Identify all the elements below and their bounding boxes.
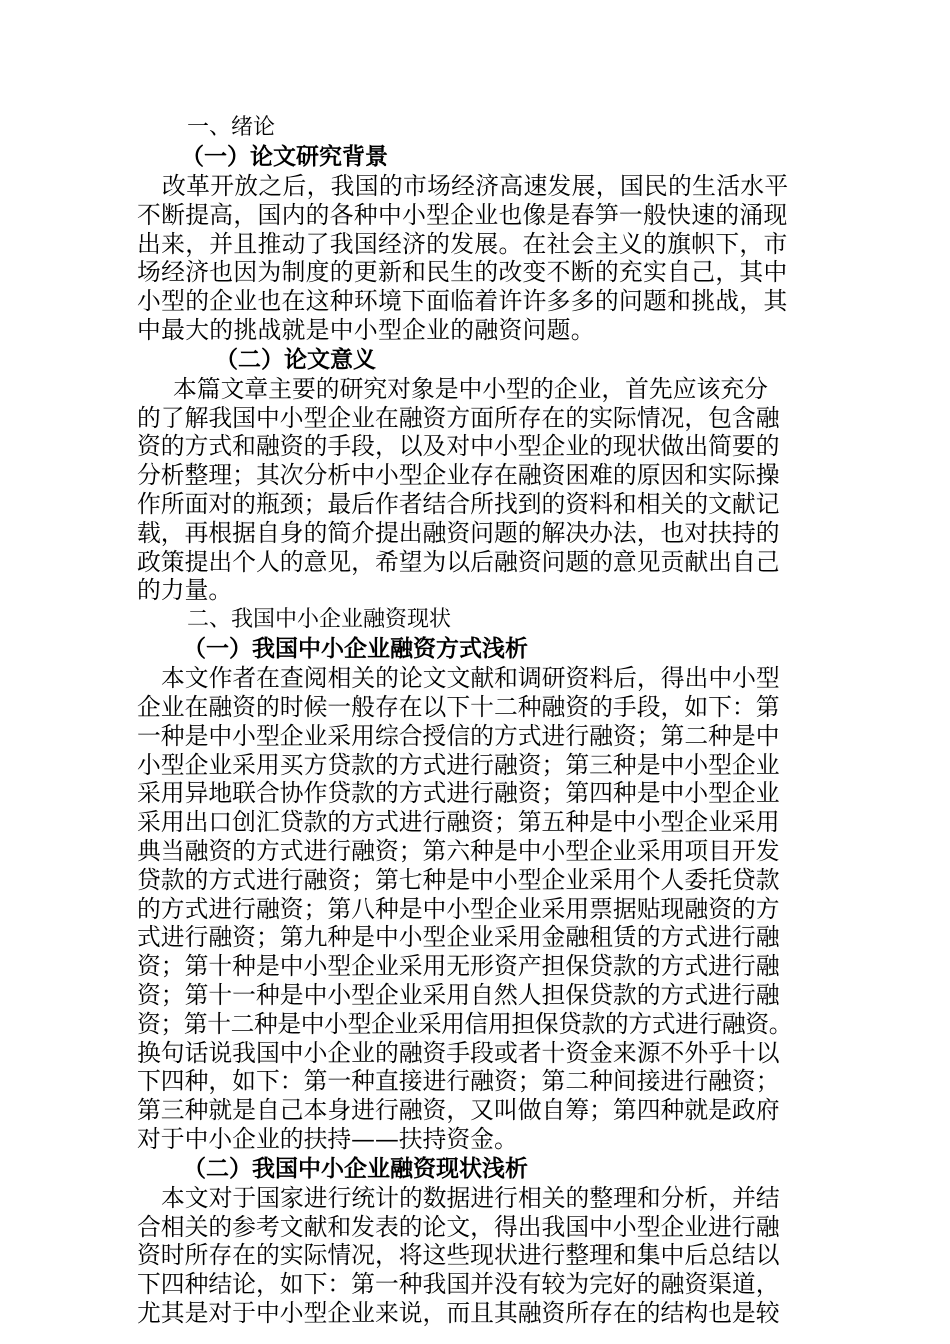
text-line: 本文作者在查阅相关的论文文献和调研资料后，得出中小型 bbox=[161, 664, 780, 693]
text-line: 企业在融资的时候一般存在以下十二种融资的手段，如下：第 bbox=[137, 692, 780, 721]
text-line: 的方式进行融资；第八种是中小型企业采用票据贴现融资的方 bbox=[137, 894, 780, 923]
text-line: 载，再根据自身的简介提出融资问题的解决办法，也对扶持的 bbox=[137, 518, 780, 547]
text-line: 资；第十种是中小型企业采用无形资产担保贷款的方式进行融 bbox=[137, 952, 780, 981]
text-line: 资的方式和融资的手段，以及对中小型企业的现状做出简要的 bbox=[137, 432, 780, 461]
text-line: 出来，并且推动了我国经济的发展。在社会主义的旗帜下，市 bbox=[137, 229, 788, 258]
text-line: 采用异地联合协作贷款的方式进行融资；第四种是中小型企业 bbox=[137, 779, 780, 808]
text-line: 典当融资的方式进行融资；第六种是中小型企业采用项目开发 bbox=[137, 836, 780, 865]
subsection-heading-significance: （二）论文意义 bbox=[215, 346, 376, 373]
text-line: 采用出口创汇贷款的方式进行融资；第五种是中小型企业采用 bbox=[137, 808, 780, 837]
paragraph-significance bbox=[137, 375, 837, 605]
text-line: 小型企业采用买方贷款的方式进行融资；第三种是中小型企业 bbox=[137, 750, 780, 779]
text-line: 不断提高，国内的各种中小型企业也像是春笋一般快速的涌现 bbox=[137, 200, 788, 229]
text-line: 式进行融资；第九种是中小型企业采用金融租赁的方式进行融 bbox=[137, 923, 780, 952]
section-heading-current-status: 二、我国中小企业融资现状 bbox=[187, 607, 452, 633]
text-line: 第三种就是自己本身进行融资，又叫做自筹；第四种就是政府 bbox=[137, 1096, 780, 1125]
text-line: 下四种，如下：第一种直接进行融资；第二种间接进行融资； bbox=[137, 1067, 780, 1096]
paragraph-financing-methods bbox=[137, 664, 837, 1154]
paragraph-background bbox=[137, 172, 837, 345]
text-line: 的力量。 bbox=[137, 576, 233, 605]
text-line: 贷款的方式进行融资；第七种是中小型企业采用个人委托贷款 bbox=[137, 865, 780, 894]
text-line: 的了解我国中小型企业在融资方面所存在的实际情况，包含融 bbox=[137, 403, 780, 432]
text-line: 改革开放之后，我国的市场经济高速发展，国民的生活水平 bbox=[162, 172, 789, 200]
paragraph-financing-status bbox=[137, 1184, 837, 1328]
text-line: 一种是中小型企业采用综合授信的方式进行融资；第二种是中 bbox=[137, 721, 780, 750]
text-line: 资时所存在的实际情况，将这些现状进行整理和集中后总结以 bbox=[137, 1241, 780, 1270]
text-line: 作所面对的瓶颈；最后作者结合所找到的资料和相关的文献记 bbox=[137, 489, 780, 518]
text-line: 中最大的挑战就是中小型企业的融资问题。 bbox=[137, 315, 595, 344]
document-body bbox=[137, 113, 837, 1328]
text-line: 换句话说我国中小企业的融资手段或者十资金来源不外乎十以 bbox=[137, 1038, 780, 1067]
text-line: 资；第十二种是中小型企业采用信用担保贷款的方式进行融资。 bbox=[137, 1009, 793, 1038]
text-line: 尤其是对于中小型企业来说，而且其融资所存在的结构也是较 bbox=[137, 1298, 780, 1327]
text-line: 对于中小企业的扶持——扶持资金。 bbox=[137, 1124, 518, 1153]
text-line: 资；第十一种是中小型企业采用自然人担保贷款的方式进行融 bbox=[137, 980, 780, 1009]
text-line: 政策提出个人的意见，希望为以后融资问题的意见贡献出自己 bbox=[137, 547, 780, 576]
text-line: 下四种结论，如下：第一种我国并没有较为完好的融资渠道， bbox=[137, 1270, 780, 1299]
text-line: 本文对于国家进行统计的数据进行相关的整理和分析，并结 bbox=[161, 1183, 780, 1212]
text-line: 小型的企业也在这种环境下面临着许许多多的问题和挑战，其 bbox=[137, 287, 788, 316]
section-heading-introduction: 一、绪论 bbox=[187, 115, 276, 140]
subsection-heading-financing-methods: （一）我国中小企业融资方式浅析 bbox=[183, 636, 528, 663]
text-line: 分析整理；其次分析中小型企业存在融资困难的原因和实际操 bbox=[137, 461, 780, 490]
text-line: 合相关的参考文献和发表的论文，得出我国中小型企业进行融 bbox=[137, 1212, 780, 1241]
subsection-heading-financing-status: （二）我国中小企业融资现状浅析 bbox=[183, 1155, 528, 1182]
text-line: 本篇文章主要的研究对象是中小型的企业，首先应该充分 bbox=[173, 374, 768, 403]
text-line: 场经济也因为制度的更新和民生的改变不断的充实自己，其中 bbox=[137, 258, 788, 287]
subsection-heading-background: （一）论文研究背景 bbox=[181, 144, 388, 170]
